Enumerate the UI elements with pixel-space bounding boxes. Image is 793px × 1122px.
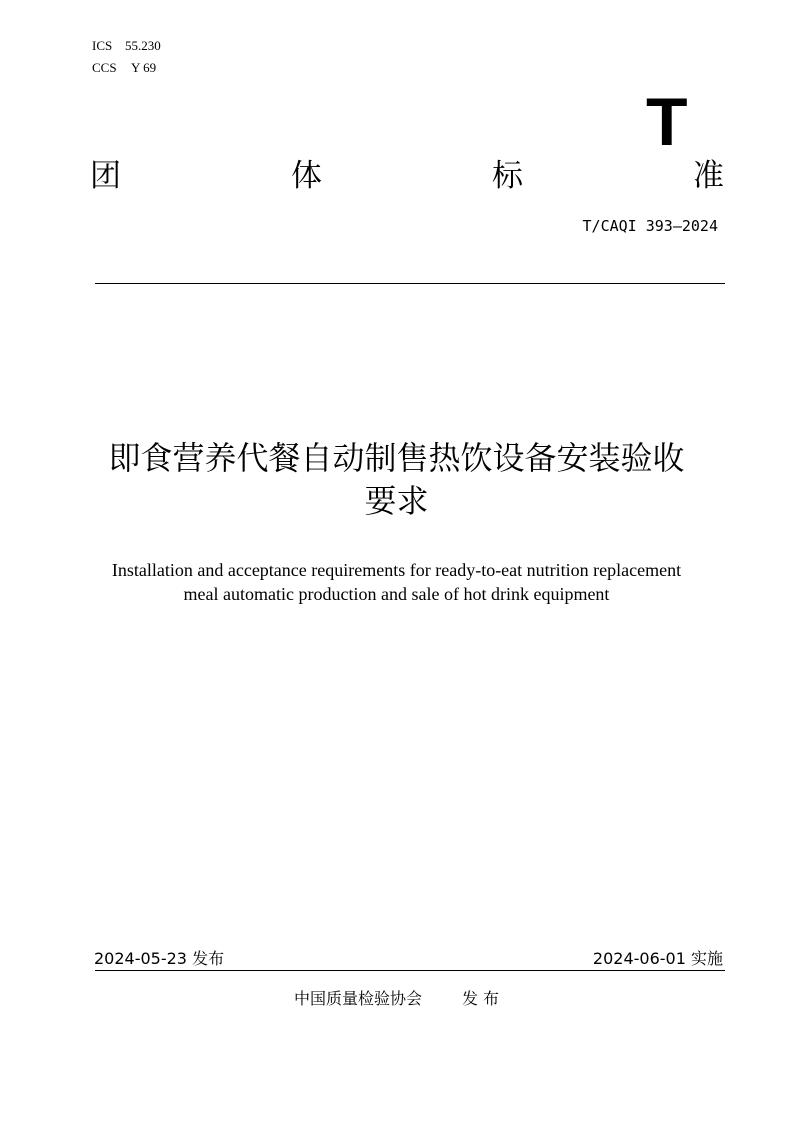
ics-value: 55.230 xyxy=(125,38,161,53)
issuer-line xyxy=(0,986,793,1009)
standard-type-heading xyxy=(90,156,724,196)
title-en-line2: meal automatic production and sale of hot drink equipment xyxy=(183,584,610,604)
issuer-action: 发 布 xyxy=(461,989,500,1008)
ccs-value: Y 69 xyxy=(131,60,157,75)
ccs-label: CCS xyxy=(92,60,117,75)
standard-code: T/CAQI 393—2024 xyxy=(582,217,718,235)
ics-line xyxy=(92,38,161,54)
ccs-line xyxy=(92,60,156,76)
issuer-name: 中国质量检验协会 xyxy=(293,989,422,1008)
top-divider xyxy=(95,283,725,284)
implement-date: 2024-06-01 实施 xyxy=(592,949,723,968)
title-en-line1: Installation and acceptance requirements for ready-to-eat nutrition replacement xyxy=(111,560,682,580)
heading-char: 标 xyxy=(492,158,523,194)
title-zh-line1: 即食营养代餐自动制售热饮设备安装验收 xyxy=(108,439,685,477)
heading-char: 团 xyxy=(90,158,121,194)
heading-char: 准 xyxy=(693,158,724,194)
standard-type-letter: T xyxy=(646,84,688,160)
ics-label: ICS xyxy=(92,38,113,53)
heading-char: 体 xyxy=(291,158,322,194)
publish-date: 2024-05-23 发布 xyxy=(94,949,225,968)
title-zh-line2: 要求 xyxy=(364,482,429,520)
bottom-divider xyxy=(95,970,725,971)
